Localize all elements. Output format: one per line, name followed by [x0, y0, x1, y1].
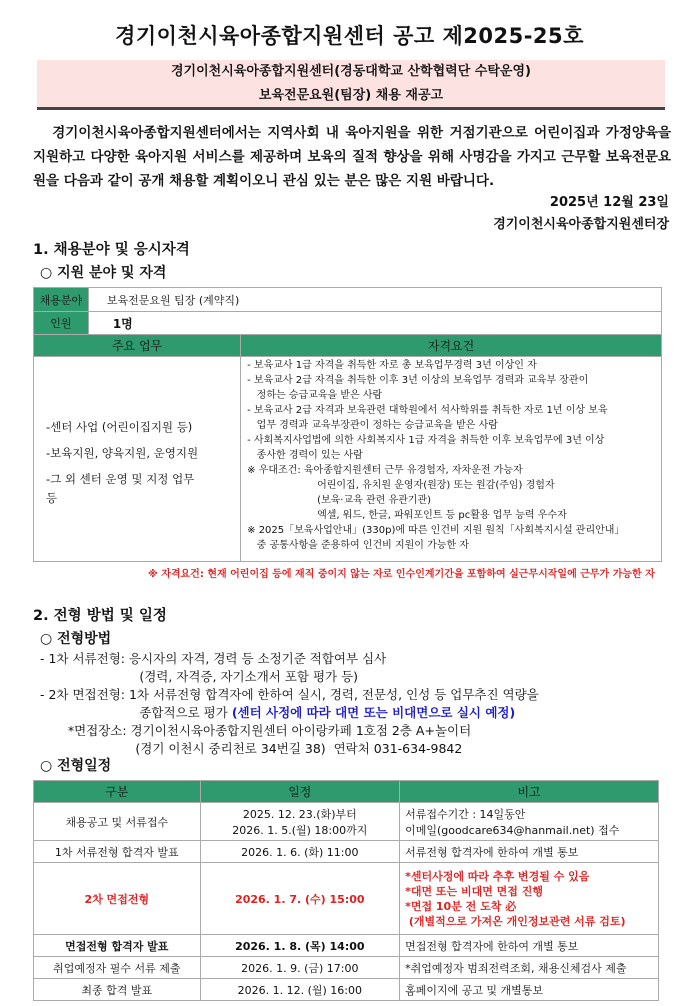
method-subheading: ○ 전형방법 [40, 631, 112, 647]
method-line: 종합적으로 평가 (센터 사정에 따라 대면 또는 비대면으로 실시 예정) [40, 705, 516, 720]
req-line: 어린이집, 유치원 운영자(원장) 또는 원감(주임) 경험자 [247, 480, 555, 491]
interview-address: (경기 이천시 중리천로 34번길 38) 연락처 031-634-9842 [40, 741, 463, 756]
req-line: 업무 경력과 교육부장관이 정하는 승급교육을 받은 사람 [247, 420, 498, 431]
req-line: 정하는 승급교육을 받은 사람 [247, 390, 383, 401]
req-line: - 보육교사 2급 자격을 취득한 이후 3년 이상의 보육업무 경력과 교육부 장관이 [247, 375, 589, 386]
col-header: 구분 [34, 781, 201, 803]
schedule-table [33, 780, 659, 1001]
requirements-cell [241, 357, 662, 562]
req-line: - 보육교사 2급 자격과 보육관련 대학원에서 석사학위를 취득한 자로 1년 이상 보육 [247, 405, 608, 416]
section2-heading: 2. 전형 방법 및 일정 [33, 608, 167, 624]
col-header: 비고 [400, 781, 659, 803]
req-line: ※ 우대조건: 육아종합지원센터 근무 유경험자, 자차운전 가능자 [247, 465, 523, 476]
table-row: 최종 합격 발표 2026. 1. 12. (월) 16:00 홈페이지에 공고 및 개별통보 [34, 979, 659, 1001]
subtitle-line2: 보육전문요원(팀장) 채용 재공고 [258, 88, 444, 103]
interview-mode-note: (센터 사정에 따라 대면 또는 비대면으로 실시 예정) [231, 705, 516, 720]
notice-subtitle-box [37, 60, 665, 110]
req-line: 엑셀, 워드, 한글, 파워포인트 등 pc활용 업무 능력 우수자 [247, 510, 567, 521]
req-line: 중 공통사항을 준용하여 인건비 지원이 가능한 자 [247, 540, 469, 551]
duty-item: -센터 사업 (어린이집지원 등) [46, 420, 193, 434]
req-line: - 보육교사 1급 자격을 취득한 자로 총 보육업무경력 3년 이상인 자 [247, 360, 537, 371]
table-row: 면접전형 합격자 발표 2026. 1. 8. (목) 14:00 면접전형 합격자에 한하여 개별 통보 [34, 935, 659, 957]
duty-item: -그 외 센터 운영 및 지정 업무 [46, 472, 195, 486]
table-row: 2차 면접전형 2026. 1. 7. (수) 15:00 *센터사정에 따라 추후 변경될 수 있음 *대면 또는 비대면 면접 진행 *면접 10분 전 도착 必 (개별적으로 가져온 개인정보관련 서류 검토) [34, 863, 659, 935]
requirements-header: 자격요건 [241, 335, 662, 357]
duties-header: 주요 업무 [34, 335, 241, 357]
intro-paragraph: 경기이천시육아종합지원센터에서는 지역사회 내 육아지원을 위한 거점기관으로 어린이집과 가정양육을 지원하고 다양한 육아지원 서비스를 제공하며 보육의 질적 향상을 위해 사명감을 가지고 근무할 보육전문요원을 다음과 같이 공개 채용할 계획이오니 관심 있는 분은 많은 지원 바랍니다. [33, 125, 671, 189]
count-value: 1명 [88, 312, 661, 335]
notice-organization: 경기이천시육아종합지원센터장 [493, 217, 669, 232]
method-line: (경력, 자격증, 자기소개서 포함 평가 등) [40, 669, 359, 684]
table-row: 채용공고 및 서류접수 2025. 12. 23.(화)부터 2026. 1. 5.(월) 18:00까지 서류접수기간 : 14일동안 이메일(goodcare634@hanmail.net) 접수 [34, 803, 659, 841]
table-row: 취업예정자 필수 서류 제출 2026. 1. 9. (금) 17:00 *취업예정자 범죄전력조회, 채용신체검사 제출 [34, 957, 659, 979]
field-label: 채용분야 [34, 288, 89, 312]
req-line: (보육·교육 관련 유관기관) [247, 495, 432, 506]
section1-heading: 1. 채용분야 및 응시자격 [33, 242, 190, 258]
schedule-subheading: ○ 전형일정 [40, 758, 112, 774]
req-line: 종사한 경력이 있는 사람 [247, 450, 363, 461]
duty-item: 등 [46, 491, 58, 505]
method-line: - 2차 면접전형: 1차 서류전형 합격자에 한하여 실시, 경력, 전문성, 인성 등 업무추진 역량을 [40, 687, 539, 702]
section1-subheading: ○ 지원 분야 및 자격 [40, 265, 167, 281]
count-label: 인원 [34, 312, 89, 335]
method-line: - 1차 서류전형: 응시자의 자격, 경력 등 소정기준 적합여부 심사 [40, 651, 387, 666]
page-title: 경기이천시육아종합지원센터 공고 제2025-25호 [115, 24, 584, 48]
notice-date: 2025년 12월 23일 [549, 195, 669, 210]
req-line: - 사회복지사업법에 의한 사회복지사 1급 자격을 취득한 이후 보육업무에 3년 이상 [247, 435, 605, 446]
table-row: 1차 서류전형 합격자 발표 2026. 1. 6. (화) 11:00 서류전형 합격자에 한하여 개별 통보 [34, 841, 659, 863]
method-block [40, 650, 539, 758]
interview-location: *면접장소: 경기이천시육아종합지원센터 아이랑카페 1호점 2층 A+놀이터 [40, 723, 472, 738]
subtitle-line1: 경기이천시육아종합지원센터(경동대학교 산학협력단 수탁운영) [170, 64, 531, 79]
col-header: 일정 [200, 781, 400, 803]
field-value: 보육전문요원 팀장 (계약직) [88, 288, 661, 312]
qualification-table [33, 287, 662, 562]
duty-item: -보육지원, 양육지원, 운영지원 [46, 446, 199, 460]
duties-cell [34, 357, 241, 562]
qualification-note: ※ 자격요건: 현재 어린이집 등에 재직 중이지 않는 자로 인수인계기간을 포함하여 실근무시작일에 근무가 가능한 자 [148, 569, 655, 580]
notice-date-block [493, 192, 669, 236]
req-line: ※ 2025「보육사업안내」(330p)에 따른 인건비 지원 원칙「사회복지시설 관리안내」 [247, 525, 625, 536]
